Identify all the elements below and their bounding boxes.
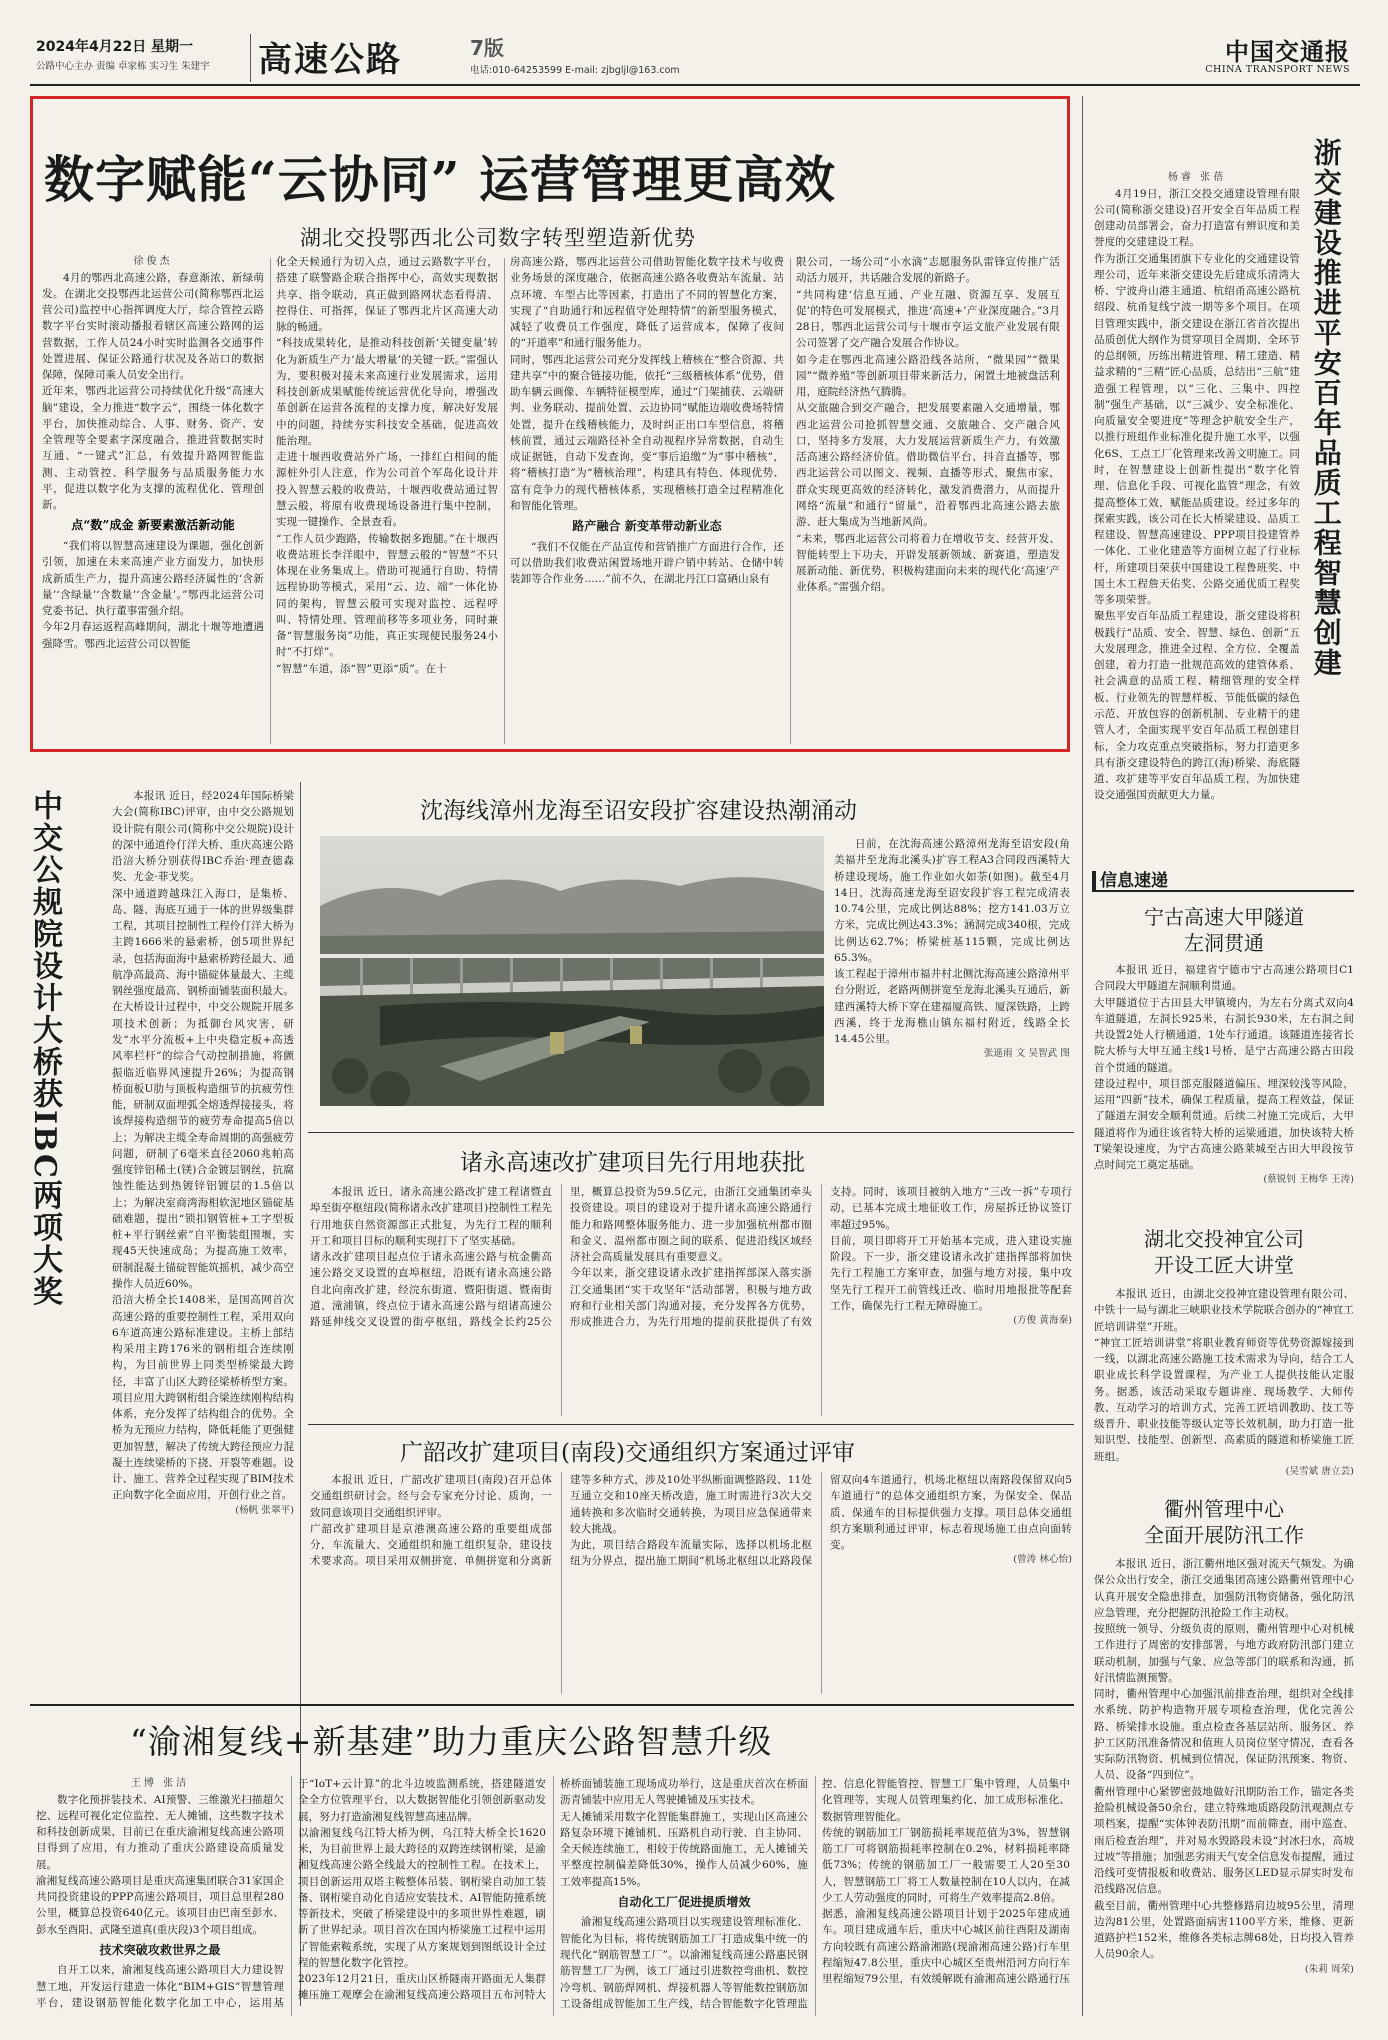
info-item-1	[1094, 962, 1354, 1212]
cic-credit: (杨帆 张翠平)	[235, 1504, 294, 1516]
info-item-1-title	[1094, 904, 1354, 956]
yuxiang-subhead-2: 自动化工厂促进提质增效	[617, 1894, 751, 1909]
info-item-1-title-line2: 左洞贯通	[1184, 931, 1264, 955]
cic-title: 中交公规院设计大桥获IBC两项大奖	[27, 790, 62, 1308]
lead-byline: 徐俊杰	[133, 256, 173, 267]
shenhai-photo	[320, 836, 824, 1106]
info-item-3-body: 本报讯 近日，浙江衢州地区强对流天气频发。为确保公众出行安全，浙江交通集团高速公路衢州管理中心认真开展安全隐患排查，加强防汛物资储备，强化防汛应急管理，充分把握防汛抢险工作主动权。 按照统一领导、分级负责的原则，衢州管理中心对机械工作进行了周密的安排部署，与地方政府防汛部门建立联动机制，加强与气象、应急等部门的联系和沟通，抓好汛情监测预警。 同时，衢州管理中心加强汛前排查治理，组织对全线排水系统、防护构造物开展专项检查治理，优化完善公路、桥梁排水设施。重点检查各基层站所、服务区、养护工区防汛准备情况和值班人员岗位坚守情况，查看各实际防汛物资、机械到位情况，保证防汛预案、物资、人员、设备“四到位”。 衢州管理中心紧锣密鼓地做好汛期防治工作，锚定各类抢险机械设备50余台，建立特殊地质路段防汛观测点专项档案，提醒“实体钟表防汛期”而前筛查，雨中巡查、雨后检查治理”，并对易水毁路段未设“封冰扫水，高坡过坡”等措施；加强恶劣雨天气安全信息发布提醒，通过沿线可变情报板和收费站、服务区LED显示屏实时发布沿线路况信息。 截至目前，衢州管理中心共整修路肩边坡95公里，清理边沟81公里，处置路面病害1100平方米，维修、更新道路护栏152米，维修各类标志牌68处，日均投入管养人员90余人。	[1094, 1558, 1354, 1961]
lead-column-3	[510, 254, 784, 744]
section-name: 高速公路	[258, 40, 402, 80]
info-item-2-body: 本报讯 近日，由湖北交投神宜建设管理有限公司、中铁十一局与湖北三峡职业技术学院联合创办的“神宜工匠培训讲堂”开班。 “神宜工匠培训讲堂”将职业教育师资等优势资源嫁接到一线，以湖北高速公路施工技术需求为导向，结合工人职业成长科学设置课程，为产业工人提供技能认定服务。据悉，该活动采取专题讲座、现场教学、大师传教、互动学习的培训方式，完善工匠培训教助、技工等级晋升、职业技能等级认定等长效机制，助力打造一批知识型、技能型、创新型、高素质的隧道和桥梁施工匠班组。	[1094, 1288, 1354, 1463]
lead-col2-text: 化全天候通行为切入点，通过云路数字平台，搭建了联警路企联合指挥中心，高效实现数据共享、指令联动，真正做到路网状态看得清、控得住、可指挥，保证了鄂西北片区高速大动脉的畅通。 “科技成果转化，是推动科技创新‘关键变量’转化为新质生产力‘最大增量’的关键一跃。”雷强认为，要积极对接未来高速行业发展需求，运用科技创新成果赋能传统运营优化导向，增强改革创新在运营各流程的支撑力度，解决好发展中的问题，持续夯实科技安全基础，促进高效能治理。 走进十堰西收费站外广场，一排红白相间的能源桩外引人注意，作为公司首个军岛化设计并投入智慧云般的收费站，十堰西收费站通过智慧云般，将原有收费现场设备进行集中控制，实现一键操作、全景查看。 “工作人员少跑路，传输数据多跑腿。”在十堰西收费站班长李洋眼中，智慧云般的“智慧”不只体现在业务集成上。借助可视通行自助、特情远程协助等模式，采用“云、边、端”一体化协同的架构，智慧云般可实现对监控、远程呼叫、特情处理、管理前移等多项业务，同时兼备“智慧服务岗”功能，真正实现便民服务24小时“不打烊”。 “智慧”车道，添“智”更添“质”。在十	[276, 256, 498, 675]
yuxiang-subhead-1: 技术突破攻救世界之最	[99, 1942, 221, 1957]
guangshao-article	[310, 1472, 1072, 1694]
info-item-2-credit: (吴雪斌 唐立芸)	[1285, 1465, 1354, 1477]
lead-column-4	[796, 254, 1060, 744]
guangshao-body: 本报讯 近日，广韶改扩建项目(南段)召开总体交通组织研讨会。经与会专家充分讨论、质询，一致同意该项目交通组织评审。 广韶改扩建项目是京港澳高速公路的重要组成部分，车流量大、交通组织和施工组织复杂，建设技术要求高。项目采用双侧拼宽、单侧拼宽和分离新建等多种方式，涉及10处平纵断面调整路段、11处互通立交和10座天桥改造，施工时需进行3次大交通转换和多次临时交通转换，为项目应急保通带来较大挑战。 为此，项目结合路段车流量实际，选择以机场北枢纽为分界点，提出施工期间“机场北枢纽以北路段保留双向4车道通行，机场北枢纽以南路段保留双向5车道通行”的总体交通组织方案，为保安全、保品质、保通车的目标提供强力支撑。项目总体交通组织方案顺利通过评审，标志着现场施工由点向面转变。	[310, 1474, 1072, 1568]
yuxiang-body: 数字化预拼装技术、AI预警、三维激光扫描超欠挖、远程可视化定位监控、无人摊铺，这些数字技术和科技创新成果，目前已在重庆渝湘复线高速公路项目得到了应用，有力推动了重庆公路建设高质量发展。 渝湘复线高速公路项目是重庆高速集团联合31家国企共同投资建设的PPP高速公路项目，项目总里程280公里，概算总投资640亿元。该项目由巴南至彭水、彭水至酉阳、武隆至道真(重庆段)3个项目组成。	[36, 1793, 284, 1936]
lead-title: 数字赋能“云协同” 运营管理更高效	[44, 150, 836, 209]
yuxiang-body-3: 渝湘复线高速公路项目以实现建设管理标准化、智能化为目标，将传统钢筋加工厂打造成集中统一的现代化“钢筋智慧工厂”。以渝湘复线高速公路惠民钢筋智慧工厂为例，该工厂通过引进数控弯曲机、数控冷弯机、钢筋焊网机、焊接机器人等智能数控钢筋加工设备组成智能加工生产线，结合智能数字化管理监控、信息化智能管控、智慧工厂集中管理，人员集中化管理等，实现人员管理集约化、加工成形标准化、数据管理智能化。 传统的钢筋加工厂钢筋损耗率规范值为3%，智慧钢筋工厂可将钢筋损耗率控制在0.2%，材料损耗率降低73%；传统的钢筋加工厂一般需要工人20至30人，智慧钢筋工厂将工人数量控制在10人以内，在减少工人劳动强度的同时，可将生产效率提高2.8倍。 据悉，渝湘复线高速公路项目计划于2025年建成通车。项目建成通车后，重庆中心城区前往酉阳及湖南方向较既有高速公路渝湘路(现渝湘高速公路)行车里程缩短47.8公里，重庆中心城区至贵州沿河方向行车里程缩短79公里，有效缓解既有渝湘高速公路通行压	[560, 1778, 1070, 2010]
issue-date: 2024年4月22日 星期一	[36, 39, 194, 55]
info-header: 信息速递	[1092, 871, 1168, 891]
yuxiang-body-2: 自开工以来，渝湘复线高速公路项目大力建设智慧工地，开发运行建造一体化“BIM+GIS”智慧管理平台，建设钢筋智能化数字化加工中心，运用基于“IoT+云计算”的北斗边坡监测系统，搭建隧道安全全方位管理平台，以大数据智能化引领创新驱动发展，努力打造渝湘复线智慧高速品牌。 以渝湘复线乌江特大桥为例，乌江特大桥全长1620米，为目前世界上最大跨径的双跨连续钢桁梁，是渝湘复线高速公路全线最大的控制性工程。在技术上，项目创新运用双塔主鞍整体吊装、钢桁梁自动加工装备、钢桁梁自动化自适应安装技术、AI智能防撞系统等新技术，突破了桥梁建设中的多项世界性难题，刷新了世界纪录。项目首次在国内桥梁施工过程中运用了智能索鞍系统，实现了从方案规划到图纸设计全过程的智慧化数字化管控。 2023年12月21日，重庆山区桥隧南开路面无人集群摊压施工观摩会在渝湘复线高速公路项目五布河特大桥桥面铺装施工现场成功举行，这是重庆首次在桥面沥青铺装中应用无人驾驶摊铺及压实技术。 无人摊铺采用数字化智能集群施工，实现山区高速公路复杂环境下摊铺机、压路机自动行驶、自主协同、全天候连续施工，相较于传统路面施工，无人摊铺关平整度控制偏差降低30%，操作人员减少60%，施工效率提高15%。	[36, 1778, 808, 2010]
lead-subhead-1: 点“数”成金 新要素激活新动能	[71, 518, 235, 533]
info-item-3	[1094, 1556, 1354, 2012]
right-feature-title: 浙交建设推进平安百年品质工程智慧创建	[1309, 138, 1343, 678]
info-item-1-title-line1: 宁古高速大甲隧道	[1144, 905, 1304, 929]
masthead-divider	[250, 34, 251, 82]
lead-col-divider-3	[790, 258, 791, 744]
right-feature-text	[1094, 170, 1300, 846]
lead-column-2	[276, 254, 498, 744]
info-item-2	[1094, 1286, 1354, 1482]
info-item-3-title-line1: 衢州管理中心	[1164, 1497, 1284, 1521]
lead-col4-text: 限公司，一场公司“小水滴”志愿服务队雷锋宣传推广活动活力展开，共话融合发展的新路子。 “共同构建‘信息互通、产业互融、资源互享、发展互促’的特色可发展模式，推进‘高速+’产业深度融合。”3月28日，鄂西北运营公司与十堰市亨运文旅产业发展有限公司签署了交产融合发展合作协议。 如今走在鄂西北高速公路沿线各站所，“微果园”“微果园”“微养殖”等创新项目带来新活力，闲置土地被盘活利用，庭院经济热气腾腾。 从交旅融合到交产融合，把发展要素融入交通增量，鄂西北运营公司抢抓智慧交通、交旅融合、交产融合风口，坚持多方发展，大力发展运营新质生产力，有效激活高速公路经济价值。借助微信平台、抖音直播等，鄂西北运营公司以图文、视频、直播等形式，聚焦市家，群众实现更高效的经济转化，激发消费潜力，从而提升网络“流量”和通行“留量”，沿着鄂西北高速公路去旅游、赶大集成为当地新风尚。 “未来，鄂西北运营公司将着力在增收节支、经营开发、智能转型上下功夫，开辟发展新领域、新赛道，塑造发展新动能、新优势，积极构建面向未来的现代化‘高速’产业体系。”雷强介绍。	[796, 256, 1060, 594]
bridge-construction-photo	[320, 836, 824, 1106]
shenhai-bottom-rule	[308, 1132, 1074, 1133]
guangshao-credit: (曾涛 林心怡)	[1013, 1554, 1072, 1566]
contact-line: 电话:010-64253599 E-mail: zjbgljl@163.com	[470, 65, 680, 76]
info-item-2-title-line2: 开设工匠大讲堂	[1154, 1253, 1294, 1277]
lead-col-divider-2	[504, 258, 505, 744]
guangshao-title: 广韶改扩建项目(南段)交通组织方案通过评审	[400, 1440, 855, 1466]
lead-subtitle: 湖北交投鄂西北公司数字转型塑造新优势	[300, 226, 696, 250]
info-item-3-credit: (朱莉 周荣)	[1304, 1963, 1354, 1975]
info-item-1-credit: (蔡锐钊 王梅华 王涛)	[1263, 1174, 1354, 1186]
upper-section-bottom-rule	[30, 1704, 1074, 1706]
info-item-1-body: 本报讯 近日，福建省宁德市宁古高速公路项目C1合同段大甲隧道左洞顺利贯通。 大甲隧道位于古田县大甲镇境内，为左右分离式双向4车道隧道，左洞长925米，右洞长930米，左右洞之间共设置2处人行横通道、1处车行通道。该隧道连接省长院大桥与大甲互通主线1号桥，是宁古高速公路古田段首个贯通的隧道。 建设过程中，项目部克服隧道偏压、埋深较浅等风险，运用“四新”技术，确保工程质量，提高工程效益，保证了隧道左洞安全顺利贯通。后续二衬施工完成后，大甲隧道将作为通往该省特大桥的运梁通道，加快该特大桥T梁架设速度，为宁古高速公路莱城至古田大甲段按节点时间完工奠定基础。	[1094, 964, 1354, 1172]
yuxiang-byline: 王博 张洁	[130, 1778, 190, 1789]
right-feature-body: 4月19日，浙江交投交通建设管理有限公司(简称浙交建设)召开安全百年品质工程创建动员部署会，奋力打造富有辨识度和美誉度的交建建设工程。 作为浙江交通集团旗下专业化的交通建设管理公司，近年来浙交建设先后建成乐清湾大桥、宁波舟山港主通道、杭绍甬高速公路杭绍段、杭甬复线宁波一期等多个项目。在项目管理实践中，浙交建设在浙江省首次提出品质创优大纲作为贯穿项目全周期、全环节的总纲领，历练出精进管理、精工建造、精益求精的“三精”匠心品质，总结出“三航”建造强工程管理，以“三化、三集中、四控制”强生产基础，以“三减少、安全标准化、向质量安全要进度”等理念护航安全生产，以推行班组作业标准化提升施工水平，以强化6S、工点工厂化管理来改善文明施工。同时，在智慧建设上创新性提出“数字化管理、信息化手段、可视化监管”理念，有效提高整体工效，赋能品质建设。经过多年的探索实践，该公司在长大桥梁建设、品质工程建设、智慧高速建设、PPP项目投建管养一体化、工业化建造等方面树立起了行业标杆，所建项目荣获中国建设工程鲁班奖、中国土木工程詹天佑奖、公路交通优质工程奖等多项荣誉。 聚焦平安百年品质工程建设，浙交建设将积极践行“品质、安全、智慧、绿色、创新”五大发展理念，推进全过程、全方位、全覆盖创建，着力打造一批规范高效的建管体系、社会满意的品质工程、精细管理的安全样板、行业领先的智慧样板、节能低碳的绿色示范、开放包容的创新机制、专业精干的建管人才，全面实现平安百年品质工程创建目标，全力攻克重点突破指标，努力打造更多具有浙交建设特色的跨江(海)桥梁、海底隧道、攻扩建等平安百年品质工程，为加快建设交通强国贡献更大力量。	[1094, 187, 1300, 802]
masthead-rule	[30, 84, 1360, 86]
cic-body: 本报讯 近日，经2024年国际桥梁大会(简称IBC)评审，由中交公路规划设计院有限公司(简称中交公规院)设计的深中通道伶仃洋大桥、重庆高速公路沿涪大桥分别获得IBC乔治·理查德森奖、尤金·菲戈奖。 深中通道跨越珠江入海口，是集桥、岛、隧、海底互通于一体的世界级集群工程，其项目控制性工程伶仃洋大桥为主跨1666米的悬索桥，创5项世界纪录，包括海面海中悬索桥跨径最大、通航净高最高、海中锚碇体量最大、主缆钢丝强度最高、钢桥面铺装面积最大。在大桥设计过程中，中交公规院开展多项技术创新；为抵御台风灾害，研发“水平分流板+上中央稳定板+高透风率栏杆”的综合气动控制措施，将颤振临近临界风速提升26%；为提高钢桥面板U肋与顶板构造细节的抗疲劳性能，研制双面埋弧全熔透焊接接头，将该焊接构造细节的疲劳寿命提高5倍以上；为解决主缆全寿命周期的高强疲劳问题，研制了6毫米直径2060兆帕高强度锌铝稀土(镁)合金镀层钢丝，抗腐蚀性能达到热镀锌铝镀层的1.5倍以上；为解决室商湾海相软泥地区锚碇基础难题，提出“锁扣钢管桩+工字型板桩+平行钢丝索”自平衡装组围堰，实现45天快速成岛；为提高施工效率，研制混凝土锚碇智能筑摇机，减少高空操作人员近60%。 沿涪大桥全长1408米，是国高网首次高速公路的重要控制性工程，采用双向6车道高速公路标准建设。主桥上部结构采用主跨176米的钢桁组合连续刚构，为目前世界上同类型桥梁最大跨径，丰富了山区大跨径梁桥桥型方案。项目应用大跨钢桁组合梁连续刚构结构体系，充分发挥了结构组合的优势。全桥为无预应力结构，降低耗能了更强健更加智慧，解决了传统大跨径预应力混凝土连续梁桥的下挠、开裂等难题。设计、施工、营养全过程实现了BIM技术正向数字化全面应用，开创行业之首。	[112, 790, 294, 1502]
lead-col1b-text: “我们将以智慧高速建设为课题，强化创新引领，加速在未来高速产业方面发力，加快形成新质生产力，提升高速公路经济属性的‘含新量’‘含绿量’‘含数量’‘含金量’。”鄂西北运营公司党委书记、执行董事雷强介绍。 今年2月春运返程高峰期间，湖北十堰等地遭遇强降雪。鄂西北运营公司以智能	[42, 540, 264, 650]
yuxiang-title: “渝湘复线+新基建”助力重庆公路智慧升级	[130, 1722, 773, 1761]
info-item-2-title-line1: 湖北交投神宜公司	[1144, 1227, 1304, 1251]
info-item-3-title	[1094, 1496, 1354, 1548]
shenhai-body: 日前，在沈海高速公路漳州龙海至诏安段(角美福井至龙海北溪头)扩容工程A3合同段西溪特大桥建设现场，施工作业如火如荼(如图)。截至4月14日，沈海高速龙海至诏安段扩容工程完成清表10.74公里，完成比例达88%；挖方141.03万立方米，完成比例达43.3%；涵洞完成340根，完成比例达62.7%；桥梁桩基115颗，完成比例达65.3%。 该工程起于漳州市福井村北侧沈海高速公路漳州平台分附近，老路两侧拼宽至龙海北溪头互通后，新建西溪特大桥下穿在建福厦高铁、厦深铁路，上跨西溪，终于龙海樵山镇东福村附近，线路全长14.45公里。	[834, 838, 1070, 1046]
page-number: 7版	[470, 36, 504, 60]
shenhai-photo-credit: 张遥雨 文 吴智武 图	[983, 1048, 1070, 1060]
zhuyong-title: 诸永高速改扩建项目先行用地获批	[460, 1150, 805, 1176]
lead-column-1	[42, 254, 264, 744]
yuxiang-article	[36, 1776, 1070, 2016]
editors-line: 公路中心主办 责编 卓家栋 实习生 朱建宇	[36, 61, 210, 72]
masthead	[30, 28, 1360, 84]
zhuyong-article	[310, 1184, 1072, 1416]
shenhai-title: 沈海线漳州龙海至诏安段扩容建设热潮涌动	[420, 798, 857, 824]
info-header-box	[1092, 866, 1354, 892]
lead-col3-text: 房高速公路，鄂西北运营公司借助智能化数字技术与收费业务场景的深度融合，依据高速公路各收费站车流量、站点环境、车型占比等因素，打造出了不同的智慧化方案，实现了“自助通行和远程值守处理特情”的新型服务模式，减轻了收费员工作强度，降低了运营成本，保障了夜间的“开道率”和通行服务能力。 同时，鄂西北运营公司充分发挥线上稽核在“整合资源、共建共享”中的聚合链接功能，依托“三级稽核体系”优势，借助车辆云画像、车辆特征模型库，通过“门架捕获、云端研判、业务联动、提前处置、云边协同”赋能边端收费场特情处置，提升在线稽核能力，及时纠正出口车型信息，将稽核前置，通过云端路径补全自动视程序异常数据，自动生成证据链，自动下发查询，变“事后追缴”为“事中稽核”，将“稽核打造”为“稽核治理”，构建具有特色、体现优势、富有竞争力的现代稽核体系，实现稽核打造全过程精准化和智能化管理。	[510, 256, 784, 512]
lead-col3b-text: “我们不仅能在产品宣传和营销推广方面进行合作，还可以借助我们收费站闲置场地开辟户销中转站、仓储中转装卸等合作业务……”前不久，在湖北丹江口富硒山泉有	[510, 540, 784, 586]
info-item-2-title	[1094, 1226, 1354, 1278]
zhuyong-credit: (方俊 黄海秦)	[1013, 1315, 1072, 1327]
paper-english-name: CHINA TRANSPORT NEWS	[1205, 64, 1350, 75]
right-feature-byline: 杨睿 张蓓	[1167, 172, 1227, 183]
lead-col1-text: 4月的鄂西北高速公路，春意渐浓、新绿萌发。在湖北交投鄂西北运营公司(简称鄂西北运营公司)监控中心指挥调度大厅，综合管控云路数字平台实时滚动播报着辖区高速公路网的运营数据，工作人员24小时实时监测各交通事件处置进展、保证公路通行状况及各站口的数据保障，保障司乘人员安全出行。 近年来，鄂西北运营公司持续优化升级“高速大脑”建设，全力推进“数字云”，围绕一体化数字平台，加快推动综合、人事、财务、资产、安全管理等全要素字深度融合，推进营数据实时互通、“一键式”汇总，有效提升路网智能监测、主动管控、科学服务与品质服务能力水平，促进以数字化为支撑的流程优化、管理创新。	[42, 271, 264, 512]
right-column-divider	[1082, 96, 1083, 2016]
zhuyong-body: 本报讯 近日，诸永高速公路改扩建工程诸暨直埠至街亭枢纽段(简称诸永改扩建项目)控制性工程先行用地获自然资源部正式批复，为先行工程的顺利开工和项目目标的顺利实现打下了坚实基础。 诸永改扩建项目起点位于诸永高速公路与杭金衢高速公路交叉设置的直埠枢纽，沿既有诸永高速公路自北向南改扩建，经浣东街道、暨阳街道、暨南街道、潼浦镇，终点位于诸永高速公路与绍诸高速公路延伸线交叉设置的街亭枢纽，路线全长约25公里，概算总投资为59.5亿元，由浙江交通集团牵头投资建设。项目的建设对于提升诸永高速公路通行能力和路网整体服务能力、进一步加强杭州都市圈和金义、温州都市圈之间的联系、促进沿线区域经济社会高质量发展具有重要意义。 今年以来，浙交建设诸永改扩建指挥部深入落实浙江交通集团“实干攻坚年”活动部署，积极与地方政府和行业相关部门沟通对接，充分发挥各方优势，形成推进合力，为先行用地的提前获批提供了有效支持。同时，该项目被纳入地方“三改一拆”专项行动，已基本完成土地征收工作，房屋拆迁协议签订率超过95%。 目前，项目即将开工开始基本完成，进入建设实施阶段。下一步，浙交建设诸永改扩建指挥部将加快先行工程施工方案审查，加强与地方对接，集中攻坚先行工程开工前管线迁改、临时用地报批等配套工作，确保先行工程无障碍施工。	[310, 1186, 1072, 1329]
paper-name: 中国交通报	[1225, 37, 1350, 66]
lead-col-divider-1	[270, 258, 271, 744]
zhuyong-bottom-rule	[308, 1424, 1074, 1425]
lead-subhead-2: 路产融合 新变革带动新业态	[572, 519, 722, 534]
shenhai-article	[834, 836, 1070, 1116]
info-item-3-title-line2: 全面开展防汛工作	[1144, 1523, 1304, 1547]
